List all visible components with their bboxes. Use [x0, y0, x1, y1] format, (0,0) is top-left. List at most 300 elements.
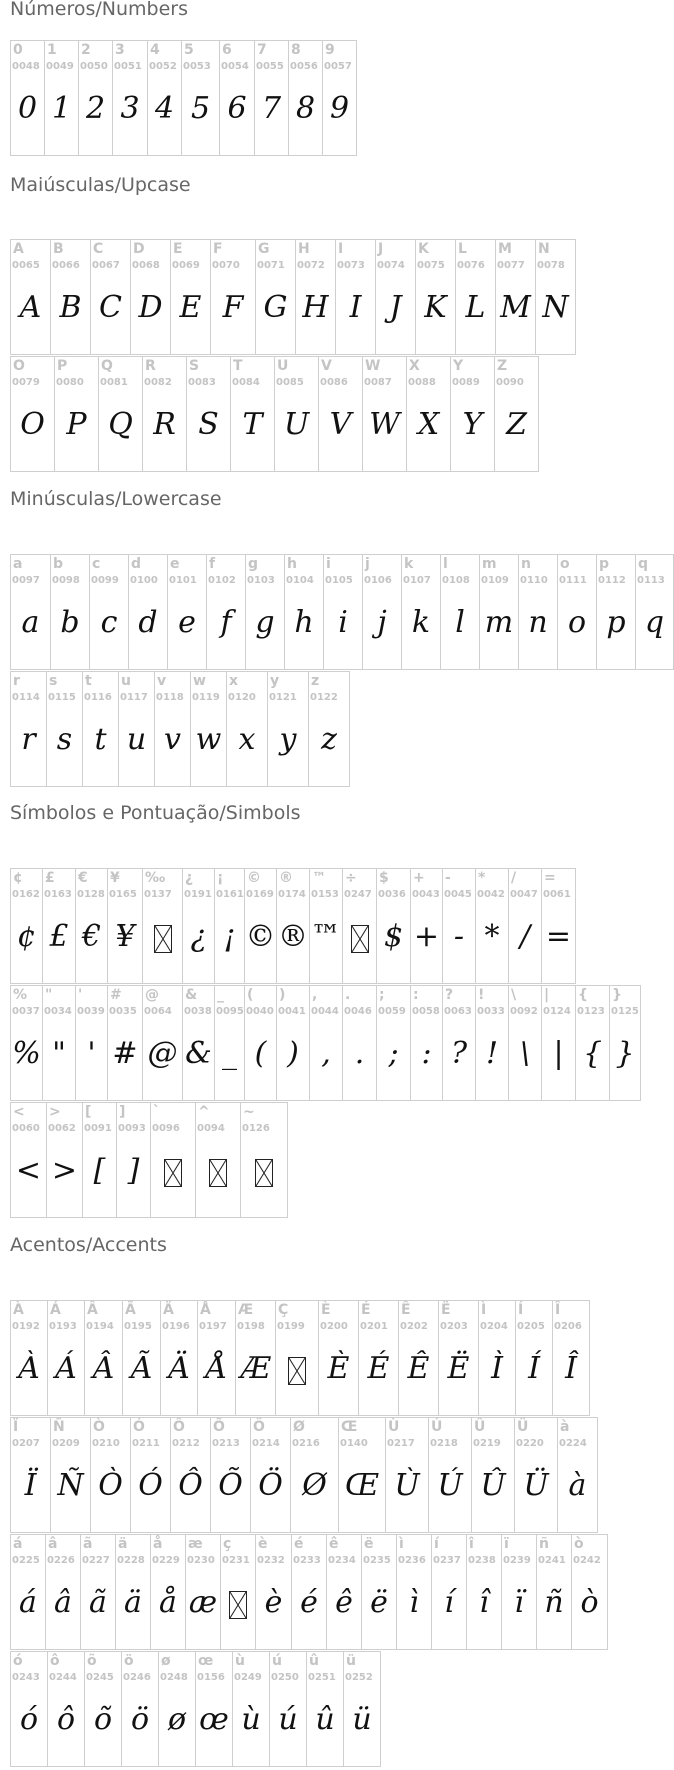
- missing-glyph-icon: [255, 1159, 273, 1187]
- glyph-cell: [98, 356, 143, 472]
- character-label: 9: [325, 42, 335, 58]
- glyph-sample: £: [49, 919, 69, 954]
- glyph-cell: [112, 40, 148, 156]
- character-label: ?: [445, 987, 454, 1003]
- glyph-cell: [288, 40, 323, 156]
- character-code: 0092: [510, 1006, 538, 1017]
- character-code: 0241: [538, 1555, 566, 1566]
- glyph-cell: [398, 1300, 439, 1416]
- glyph-sample: {: [582, 1036, 603, 1071]
- glyph-sample: â: [54, 1585, 72, 1620]
- glyph-sample: K: [424, 290, 447, 325]
- character-label: G: [258, 241, 270, 257]
- glyph-cell: [80, 1534, 116, 1650]
- glyph-sample: Á: [55, 1351, 77, 1386]
- glyph-sample: }: [615, 1036, 635, 1071]
- glyph-sample: Ã: [130, 1351, 153, 1386]
- glyph-cell: [210, 239, 256, 355]
- glyph-sample: O: [20, 407, 45, 442]
- glyph-cell: [274, 356, 319, 472]
- character-label: b: [53, 556, 64, 572]
- glyph-cell: [10, 1651, 48, 1767]
- glyph-cell: [535, 239, 576, 355]
- glyph-cell: [235, 1300, 276, 1416]
- glyph-sample: ú: [278, 1702, 298, 1737]
- character-label: s: [49, 673, 58, 689]
- glyph-cell: [635, 554, 674, 670]
- glyph-sample: œ: [199, 1702, 229, 1737]
- character-label: ò: [574, 1536, 584, 1552]
- character-label: ¥: [110, 870, 120, 886]
- glyph-sample: ©: [245, 919, 276, 954]
- character-code: 0200: [320, 1321, 348, 1332]
- character-label: õ: [87, 1653, 97, 1669]
- glyph-cell: [255, 239, 296, 355]
- character-code: 0244: [49, 1672, 77, 1683]
- character-code: 0034: [44, 1006, 72, 1017]
- glyph-sample: /: [519, 919, 531, 954]
- glyph-cell: [557, 554, 597, 670]
- character-code: 0041: [278, 1006, 306, 1017]
- character-label: F: [213, 241, 223, 257]
- character-label: £: [45, 870, 55, 886]
- missing-glyph-icon: [164, 1159, 182, 1187]
- character-code: 0063: [444, 1006, 472, 1017]
- glyph-sample: ì: [409, 1585, 419, 1620]
- character-label: Ê: [401, 1302, 411, 1318]
- glyph-sample: B: [59, 290, 82, 325]
- character-code: 0192: [12, 1321, 40, 1332]
- glyph-cell: [326, 1534, 362, 1650]
- glyph-cell: [150, 1534, 186, 1650]
- character-code: 0069: [172, 260, 200, 271]
- character-code: 0046: [344, 1006, 372, 1017]
- character-code: 0115: [48, 692, 76, 703]
- glyph-sample: C: [99, 290, 122, 325]
- glyph-sample: ã: [89, 1585, 107, 1620]
- character-label: Å: [200, 1302, 211, 1318]
- glyph-cell: [466, 1534, 502, 1650]
- glyph-sample: j: [377, 605, 387, 640]
- glyph-sample: ë: [370, 1585, 388, 1620]
- glyph-cell: [290, 1417, 339, 1533]
- glyph-sample: ó: [19, 1702, 39, 1737]
- character-code: 0070: [212, 260, 240, 271]
- glyph-cell: [147, 40, 182, 156]
- character-label: W: [365, 358, 381, 374]
- glyph-sample: I: [349, 290, 362, 325]
- glyph-cell: [250, 1417, 291, 1533]
- glyph-sample: ™: [311, 919, 341, 954]
- glyph-cell: [410, 868, 443, 984]
- section-title: Símbolos e Pontuação/Simbols: [10, 802, 301, 824]
- glyph-cell: [309, 985, 343, 1101]
- character-label: K: [418, 241, 429, 257]
- character-label: Ç: [278, 1302, 289, 1318]
- character-code: 0245: [86, 1672, 114, 1683]
- character-code: 0137: [144, 889, 172, 900]
- glyph-sample: q: [644, 605, 665, 640]
- glyph-cell: [214, 868, 245, 984]
- character-code: 0094: [197, 1123, 225, 1134]
- glyph-cell: [142, 356, 187, 472]
- glyph-cell: [323, 554, 363, 670]
- character-label: í: [434, 1536, 439, 1552]
- character-label: j: [365, 556, 370, 572]
- section-title: Maiúsculas/Upcase: [10, 174, 191, 196]
- character-code: 0059: [378, 1006, 406, 1017]
- glyph-cell: [438, 1300, 479, 1416]
- character-label: ø: [161, 1653, 171, 1669]
- glyph-cell: [10, 40, 45, 156]
- character-label: À: [13, 1302, 24, 1318]
- character-label: $: [379, 870, 389, 886]
- character-label: d: [131, 556, 142, 572]
- character-label: ã: [83, 1536, 93, 1552]
- character-label: 1: [47, 42, 57, 58]
- character-code: 0109: [481, 575, 509, 586]
- glyph-sample: É: [367, 1351, 390, 1386]
- glyph-sample: t: [94, 722, 107, 757]
- character-label: Q: [101, 358, 113, 374]
- character-label: }: [612, 987, 622, 1003]
- glyph-cell: [295, 239, 336, 355]
- glyph-cell: [541, 985, 576, 1101]
- glyph-sample: ô: [56, 1702, 76, 1737]
- character-label: 2: [81, 42, 91, 58]
- glyph-sample: ¡: [223, 919, 236, 954]
- character-label: %: [13, 987, 28, 1003]
- glyph-cell: [494, 356, 539, 472]
- glyph-cell: [396, 1534, 432, 1650]
- character-label: y: [270, 673, 280, 689]
- glyph-cell: [47, 1300, 85, 1416]
- glyph-cell: [82, 1102, 117, 1218]
- glyph-sample: %: [12, 1036, 41, 1071]
- character-code: 0081: [100, 377, 128, 388]
- glyph-cell: [186, 356, 231, 472]
- character-label: Á: [50, 1302, 61, 1318]
- glyph-sample: v: [164, 722, 181, 757]
- glyph-sample: Ô: [178, 1468, 203, 1503]
- character-label: m: [482, 556, 497, 572]
- character-label: Í: [518, 1302, 524, 1318]
- glyph-sample: +: [413, 919, 440, 954]
- character-label: Ö: [253, 1419, 265, 1435]
- glyph-sample: Ó: [138, 1468, 163, 1503]
- character-label: (: [247, 987, 254, 1003]
- glyph-sample: ¿: [190, 919, 207, 954]
- character-label: ¡: [217, 870, 224, 886]
- character-label: &: [185, 987, 198, 1003]
- glyph-cell: [276, 868, 310, 984]
- character-label: [: [85, 1104, 92, 1120]
- glyph-cell: [107, 985, 143, 1101]
- character-label: z: [311, 673, 320, 689]
- character-code: 0249: [234, 1672, 262, 1683]
- glyph-sample: .: [354, 1036, 365, 1071]
- character-label: C: [93, 241, 104, 257]
- character-code: 0161: [216, 889, 244, 900]
- glyph-cell: [375, 239, 416, 355]
- character-code: 0224: [559, 1438, 587, 1449]
- glyph-sample: r: [21, 722, 36, 757]
- glyph-cell: [130, 1417, 171, 1533]
- character-code: 0250: [271, 1672, 299, 1683]
- character-label: Ú: [431, 1419, 443, 1435]
- character-code: 0044: [311, 1006, 339, 1017]
- character-label: Õ: [213, 1419, 225, 1435]
- glyph-sample: c: [100, 605, 118, 640]
- glyph-cell: [44, 40, 79, 156]
- glyph-cell: [54, 356, 99, 472]
- glyph-sample: [: [93, 1153, 106, 1188]
- glyph-sample: ?: [450, 1036, 468, 1071]
- character-label: `: [153, 1104, 160, 1120]
- character-label: ~: [243, 1104, 255, 1120]
- character-code: 0074: [377, 260, 405, 271]
- glyph-cell: [10, 1102, 47, 1218]
- glyph-sample: Ø: [302, 1468, 327, 1503]
- character-code: 0060: [12, 1123, 40, 1134]
- glyph-sample: $: [383, 919, 404, 954]
- character-code: 0226: [47, 1555, 75, 1566]
- glyph-cell: [358, 1300, 399, 1416]
- character-code: 0052: [149, 61, 177, 72]
- glyph-cell: [10, 868, 43, 984]
- character-code: 0193: [49, 1321, 77, 1332]
- character-code: 0191: [184, 889, 212, 900]
- glyph-sample: N: [542, 290, 569, 325]
- glyph-cell: [190, 671, 227, 787]
- glyph-cell: [318, 356, 363, 472]
- glyph-sample: u: [126, 722, 147, 757]
- glyph-sample: Ë: [447, 1351, 470, 1386]
- character-label: w: [193, 673, 206, 689]
- glyph-cell: [338, 1417, 386, 1533]
- character-code: 0113: [637, 575, 665, 586]
- glyph-sample: 1: [51, 91, 72, 126]
- glyph-sample: d: [138, 605, 158, 640]
- character-label: ï: [504, 1536, 509, 1552]
- character-code: 0247: [344, 889, 372, 900]
- glyph-sample: å: [159, 1585, 177, 1620]
- glyph-cell: [82, 671, 119, 787]
- glyph-sample: T: [242, 407, 263, 442]
- character-label: U: [277, 358, 289, 374]
- character-label: Z: [497, 358, 508, 374]
- character-code: 0195: [124, 1321, 152, 1332]
- glyph-sample: Ñ: [57, 1468, 84, 1503]
- character-code: 0045: [444, 889, 472, 900]
- character-label: ": [45, 987, 53, 1003]
- glyph-sample: *: [484, 919, 500, 954]
- glyph-cell: [244, 868, 277, 984]
- character-label: ñ: [539, 1536, 549, 1552]
- character-code: 0072: [297, 260, 325, 271]
- character-code: 0089: [452, 377, 480, 388]
- glyph-cell: [609, 985, 641, 1101]
- glyph-cell: [362, 356, 407, 472]
- character-code: 0119: [192, 692, 220, 703]
- glyph-cell: [115, 1534, 151, 1650]
- character-label: å: [153, 1536, 163, 1552]
- glyph-sample: ®: [278, 919, 308, 954]
- glyph-cell: [181, 40, 220, 156]
- glyph-cell: [376, 868, 411, 984]
- glyph-sample: ö: [130, 1702, 150, 1737]
- character-code: 0103: [247, 575, 275, 586]
- character-code: 0096: [152, 1123, 180, 1134]
- character-label: n: [521, 556, 531, 572]
- glyph-cell: [10, 1417, 51, 1533]
- character-label: l: [443, 556, 448, 572]
- glyph-sample: ¥: [115, 919, 135, 954]
- character-code: 0198: [237, 1321, 265, 1332]
- character-label: #: [110, 987, 122, 1003]
- section-title: Acentos/Accents: [10, 1234, 167, 1256]
- character-code: 0065: [12, 260, 40, 271]
- character-code: 0211: [132, 1438, 160, 1449]
- character-code: 0207: [12, 1438, 40, 1449]
- character-label: *: [478, 870, 486, 886]
- glyph-sample: Ì: [491, 1351, 503, 1386]
- character-code: 0068: [132, 260, 160, 271]
- character-label: Y: [453, 358, 464, 374]
- glyph-sample: h: [294, 605, 314, 640]
- character-code: 0203: [440, 1321, 468, 1332]
- character-code: 0073: [337, 260, 365, 271]
- glyph-sample: 0: [17, 91, 38, 126]
- character-label: .: [345, 987, 351, 1003]
- character-code: 0061: [543, 889, 571, 900]
- glyph-cell: [245, 554, 285, 670]
- glyph-cell: [514, 1417, 558, 1533]
- character-code: 0225: [12, 1555, 40, 1566]
- character-label: V: [321, 358, 332, 374]
- glyph-cell: [89, 554, 129, 670]
- character-code: 0053: [183, 61, 211, 72]
- glyph-cell: [75, 868, 108, 984]
- glyph-sample: b: [60, 605, 80, 640]
- character-label: D: [133, 241, 145, 257]
- glyph-cell: [267, 671, 309, 787]
- glyph-sample: x: [238, 722, 256, 757]
- glyph-sample: _: [222, 1036, 237, 1071]
- character-code: 0174: [278, 889, 306, 900]
- glyph-sample: w: [195, 722, 222, 757]
- character-code: 0091: [84, 1123, 112, 1134]
- glyph-cell: [442, 868, 476, 984]
- glyph-sample: >: [51, 1153, 78, 1188]
- glyph-sample: l: [455, 605, 465, 640]
- character-label: Ò: [93, 1419, 105, 1435]
- character-label: ¢: [13, 870, 23, 886]
- character-label: T: [233, 358, 243, 374]
- glyph-sample: k: [411, 605, 431, 640]
- character-label: è: [258, 1536, 268, 1552]
- glyph-cell: [220, 1534, 256, 1650]
- glyph-sample: R: [153, 407, 176, 442]
- glyph-sample: Æ: [240, 1351, 271, 1386]
- character-label: î: [469, 1536, 474, 1552]
- character-label: Ì: [481, 1302, 487, 1318]
- character-label: B: [53, 241, 64, 257]
- character-code: 0162: [12, 889, 40, 900]
- glyph-cell: [255, 1534, 292, 1650]
- character-label: =: [544, 870, 556, 886]
- character-label: æ: [188, 1536, 203, 1552]
- glyph-cell: [557, 1417, 598, 1533]
- glyph-sample: J: [389, 290, 402, 325]
- character-label: H: [298, 241, 310, 257]
- character-code: 0036: [378, 889, 406, 900]
- character-code: 0122: [310, 692, 338, 703]
- character-code: 0078: [537, 260, 565, 271]
- glyph-sample: #: [112, 1036, 138, 1071]
- glyph-cell: [343, 1651, 381, 1767]
- glyph-cell: [10, 554, 51, 670]
- glyph-sample: L: [465, 290, 486, 325]
- character-label: é: [294, 1536, 304, 1552]
- character-label: !: [478, 987, 485, 1003]
- character-label: e: [170, 556, 180, 572]
- character-label: |: [544, 987, 550, 1003]
- glyph-cell: [167, 554, 207, 670]
- glyph-sample: p: [606, 605, 626, 640]
- glyph-sample: W: [369, 407, 400, 442]
- character-label: i: [326, 556, 331, 572]
- glyph-sample: s: [56, 722, 73, 757]
- character-code: 0217: [387, 1438, 415, 1449]
- glyph-sample: 4: [154, 91, 175, 126]
- character-label: h: [287, 556, 297, 572]
- glyph-cell: [84, 1300, 123, 1416]
- character-code: 0153: [311, 889, 339, 900]
- character-code: 0218: [430, 1438, 458, 1449]
- character-code: 0039: [77, 1006, 105, 1017]
- glyph-cell: [342, 868, 377, 984]
- glyph-cell: [431, 1534, 467, 1650]
- glyph-cell: [571, 1534, 608, 1650]
- glyph-cell: [284, 554, 324, 670]
- glyph-cell: [210, 1417, 251, 1533]
- character-label: v: [157, 673, 167, 689]
- character-code: 0083: [188, 377, 216, 388]
- character-label: Ü: [517, 1419, 529, 1435]
- glyph-cell: [244, 985, 277, 1101]
- glyph-sample: M: [500, 290, 531, 325]
- character-code: 0206: [554, 1321, 582, 1332]
- glyph-cell: [475, 985, 509, 1101]
- character-code: 0227: [82, 1555, 110, 1566]
- character-code: 0219: [473, 1438, 501, 1449]
- character-label: ,: [312, 987, 318, 1003]
- glyph-cell: [406, 356, 451, 472]
- glyph-cell: [508, 985, 542, 1101]
- character-label: ü: [346, 1653, 356, 1669]
- character-code: 0088: [408, 377, 436, 388]
- character-label: g: [248, 556, 259, 572]
- character-code: 0106: [364, 575, 392, 586]
- character-label: :: [413, 987, 419, 1003]
- character-label: á: [13, 1536, 23, 1552]
- glyph-cell: [10, 239, 51, 355]
- character-code: 0205: [517, 1321, 545, 1332]
- glyph-cell: [118, 671, 155, 787]
- glyph-cell: [322, 40, 357, 156]
- character-code: 0228: [117, 1555, 145, 1566]
